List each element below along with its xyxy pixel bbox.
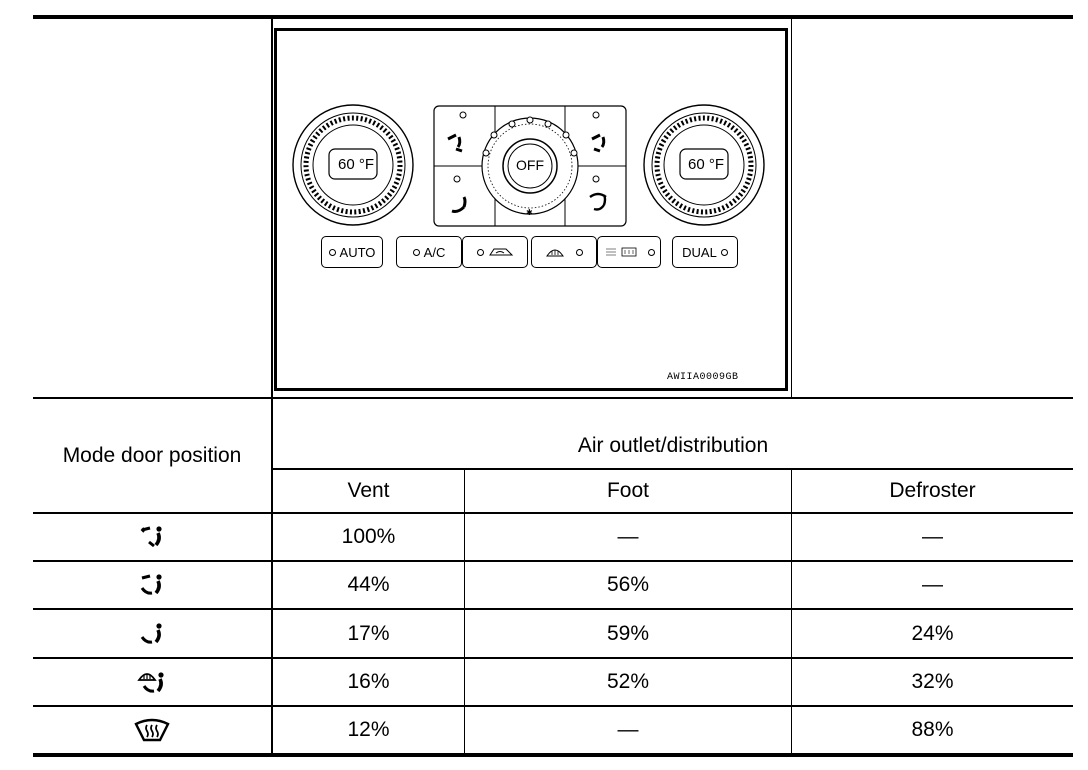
figure-code: AWIIA0009GB (667, 372, 739, 383)
defroster-mode-icon (134, 718, 170, 742)
bottom-rule (33, 753, 1073, 757)
mode-vent-cell (33, 514, 271, 560)
foot-mode-icon (139, 622, 165, 646)
mode-defrost-foot-cell (33, 659, 271, 705)
column-header-vent: Vent (347, 479, 390, 502)
dual-indicator (721, 249, 728, 256)
right-temperature-display: 60 °F (687, 156, 724, 173)
auto-indicator (329, 249, 336, 256)
row3-defroster: 24% (911, 621, 954, 645)
front-defrost-indicator (576, 249, 583, 256)
row1-vent: 100% (341, 525, 396, 548)
off-button-label: OFF (516, 157, 544, 173)
row1-defroster: — (922, 525, 943, 548)
recirculation-indicator (477, 249, 484, 256)
dual-button (672, 236, 738, 268)
column-header-foot: Foot (606, 479, 650, 502)
rear-defrost-icon (604, 246, 644, 258)
ac-label: A/C (423, 244, 446, 260)
defrost-foot-mode-icon (137, 670, 167, 694)
row5-vent: 12% (347, 718, 390, 741)
auto-button (321, 236, 383, 268)
left-temperature-display: 60 °F (337, 156, 374, 173)
rear-defrost-button (597, 236, 661, 268)
row-header-mode-door-position: Mode door position (62, 443, 242, 467)
group-header-air-outlet: Air outlet/distribution (577, 434, 769, 457)
row5-defroster: 88% (911, 718, 954, 741)
svg-text:✱: ✱ (526, 208, 533, 217)
grid-vline-figure-right (791, 15, 792, 398)
row4-defroster: 32% (911, 670, 954, 693)
vent-mode-icon (139, 525, 165, 549)
row3-foot: 59% (606, 621, 650, 645)
mode-bi-level-cell (33, 562, 271, 608)
row2-foot: 56% (606, 573, 650, 596)
row2-vent: 44% (347, 573, 390, 596)
row2-defroster: — (922, 573, 943, 596)
row4-foot: 52% (606, 670, 650, 693)
front-defrost-button (531, 236, 597, 268)
ac-button (396, 236, 462, 268)
rear-defrost-indicator (648, 249, 655, 256)
row4-vent: 16% (347, 670, 390, 693)
mode-foot-cell (33, 610, 271, 657)
recirculation-button (462, 236, 528, 268)
auto-label: AUTO (339, 244, 376, 260)
bi-level-mode-icon (139, 573, 165, 597)
dual-label: DUAL (682, 244, 717, 260)
column-header-defroster: Defroster (889, 479, 976, 502)
top-rule (33, 15, 1073, 19)
row3-vent: 17% (347, 621, 390, 645)
row1-foot: — (617, 525, 639, 548)
ac-indicator (413, 249, 420, 256)
row5-foot: — (617, 718, 639, 741)
front-defrost-icon (546, 246, 564, 258)
mode-defroster-cell (33, 707, 271, 753)
recirculation-icon (488, 246, 514, 258)
